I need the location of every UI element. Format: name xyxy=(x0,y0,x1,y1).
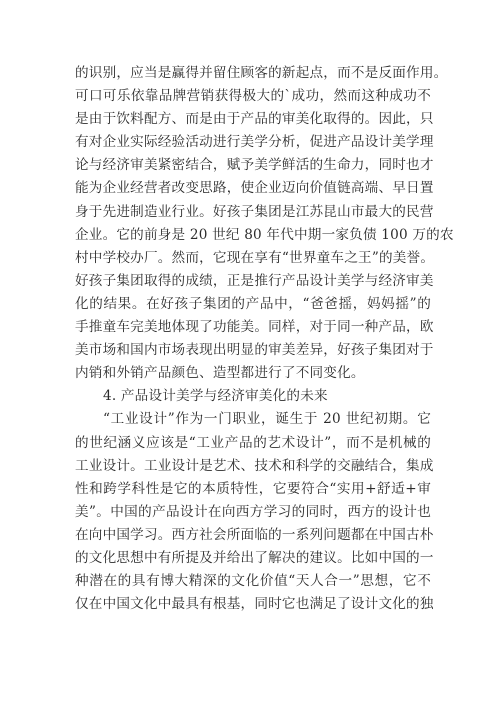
section-heading: 4. 产品设计美学与经济审美化的未来 xyxy=(103,388,328,405)
text-line: 内销和外销产品颜色、造型都进行了不同变化。 xyxy=(75,365,365,382)
text-line: 种潜在的具有博大精深的文化价值“天人合一”思想，它不 xyxy=(75,573,431,590)
text-line: 性和跨学科性是它的本质特性，它要符合“实用+舒适+审 xyxy=(75,480,431,497)
text-line: “工业设计”作为一门职业，诞生于 20 世纪初期。它 xyxy=(103,411,431,428)
text-line: 工业设计。工业设计是艺术、技术和科学的交融结合，集成 xyxy=(75,457,434,474)
text-line: 美市场和国内市场表现出明显的审美差异，好孩子集团对于 xyxy=(75,342,434,359)
text-line: 的文化思想中有所提及并给出了解决的建议。比如中国的一 xyxy=(75,549,434,566)
text-line: 在向中国学习。西方社会所面临的一系列问题都在中国古朴 xyxy=(75,526,434,543)
body-text xyxy=(75,62,454,616)
text-line: 身于先进制造业行业。好孩子集团是江苏昆山市最大的民营 xyxy=(75,203,434,220)
text-line: 的世纪涵义应该是“工业产品的艺术设计”，而不是机械的 xyxy=(75,434,431,451)
text-line: 是由于饮料配方、而是由于产品的审美化取得的。因此，只 xyxy=(75,111,434,128)
text-line: 能为企业经营者改变思路，使企业迈向价值链高端、早日置 xyxy=(75,180,434,197)
text-line: 美”。中国的产品设计在向西方学习的同时，西方的设计也 xyxy=(75,503,431,520)
text-line: 手推童车完美地体现了功能美。同样，对于同一种产品，欧 xyxy=(75,319,434,336)
text-line: 仅在中国文化中最具有根基，同时它也满足了设计文化的独 xyxy=(75,596,434,613)
text-line: 论与经济审美紧密结合，赋予美学鲜活的生命力，同时也才 xyxy=(75,157,434,174)
text-line: 可口可乐依靠品牌营销获得极大的`成功，然而这种成功不 xyxy=(75,88,431,105)
text-line: 好孩子集团取得的成绩，正是推行产品设计美学与经济审美 xyxy=(75,272,434,289)
text-line: 村中学校办厂。然而，它现在享有“世界童车之王”的美誉。 xyxy=(75,249,435,266)
text-line: 的识别，应当是赢得并留住顾客的新起点，而不是反面作用。 xyxy=(75,65,448,81)
text-line: 企业。它的前身是 20 世纪 80 年代中期一家负债 100 万的农 xyxy=(75,226,454,243)
text-line: 化的结果。在好孩子集团的产品中，“爸爸摇，妈妈摇”的 xyxy=(75,295,431,312)
text-line: 有对企业实际经验活动进行美学分析，促进产品设计美学理 xyxy=(75,134,434,151)
